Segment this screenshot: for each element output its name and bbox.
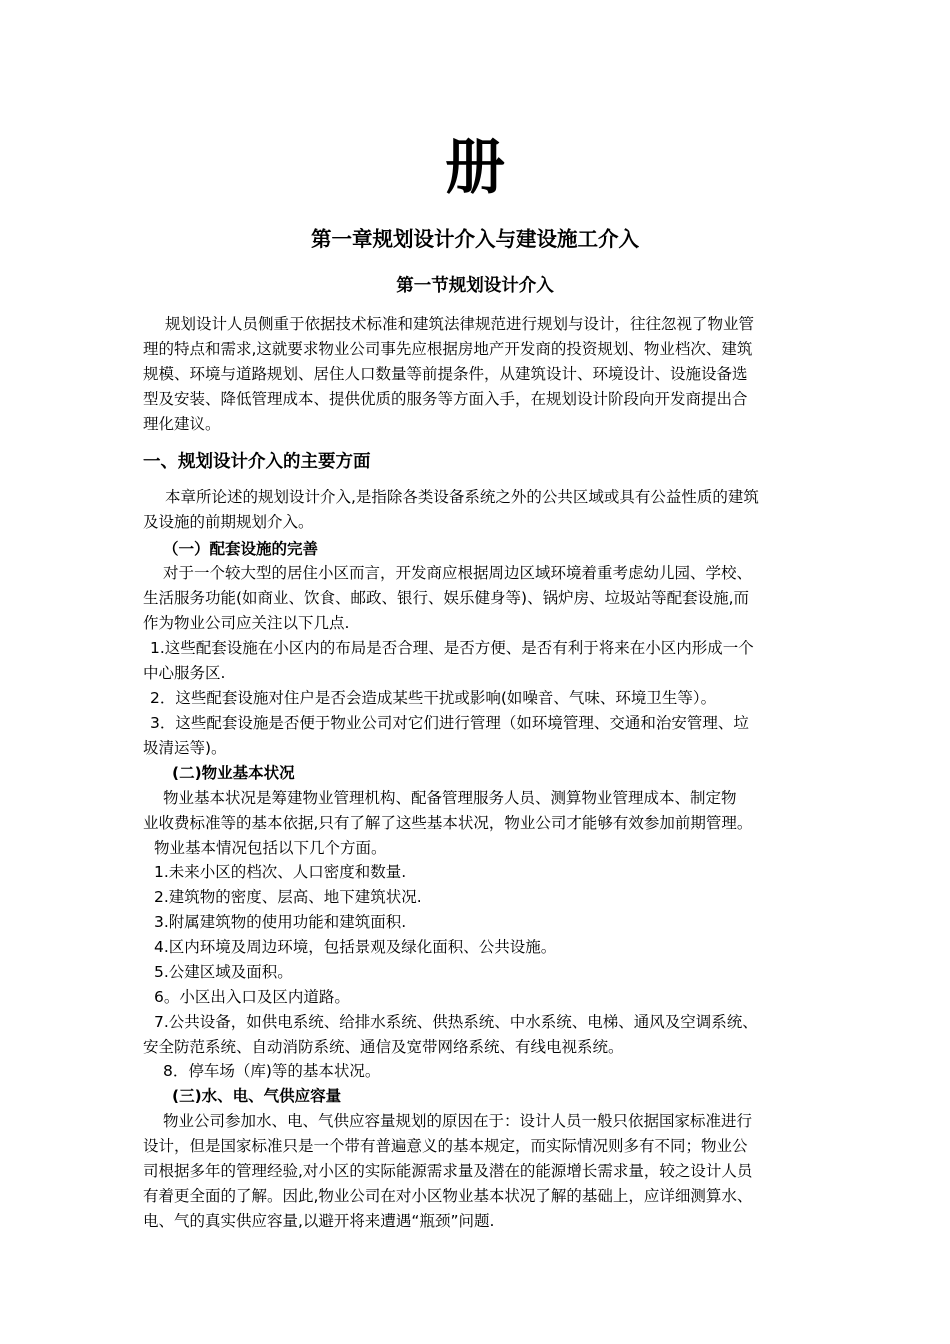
paragraph-line: 对于一个较大型的居住小区而言，开发商应根据周边区域环境着重考虑幼儿园、学校、 bbox=[163, 564, 753, 582]
list-item: 5.公建区域及面积。 bbox=[154, 963, 293, 981]
paragraph-line: 业收费标准等的基本依据,只有了解了这些基本状况，物业公司才能够有效参加前期管理。 bbox=[143, 814, 753, 832]
list-item: 1.这些配套设施在小区内的布局是否合理、是否方便、是否有利于将来在小区内形成一个 bbox=[150, 639, 754, 657]
paragraph-line: 电、气的真实供应容量,以避开将来遭遇“瓶颈”问题. bbox=[143, 1212, 495, 1230]
paragraph-line: 有着更全面的了解。因此,物业公司在对小区物业基本状况了解的基础上，应详细测算水、 bbox=[143, 1187, 753, 1205]
intro-line: 规模、环境与道路规划、居住人口数量等前提条件，从建筑设计、环境设计、设施设备选 bbox=[143, 365, 748, 383]
paragraph-line: 司根据多年的管理经验,对小区的实际能源需求量及潜在的能源增长需求量，较之设计人员 bbox=[143, 1162, 753, 1180]
list-item: 1.未来小区的档次、人口密度和数量. bbox=[154, 863, 407, 881]
subheading-facilities: （一）配套设施的完善 bbox=[163, 540, 319, 558]
paragraph-line: 物业基本状况是筹建物业管理机构、配备管理服务人员、测算物业管理成本、制定物 bbox=[163, 789, 737, 807]
intro-line: 型及安装、降低管理成本、提供优质的服务等方面入手，在规划设计阶段向开发商提出合 bbox=[143, 390, 748, 408]
list-item: 3．这些配套设施是否便于物业公司对它们进行管理（如环境管理、交通和治安管理、垃 bbox=[150, 714, 749, 732]
subheading-utility-capacity: (三)水、电、气供应容量 bbox=[172, 1087, 342, 1105]
list-item: 中心服务区. bbox=[143, 664, 226, 682]
intro-line: 规划设计人员侧重于依据技术标准和建筑法律规范进行规划与设计，往往忽视了物业管 bbox=[165, 315, 755, 333]
paragraph-line: 作为物业公司应关注以下几点. bbox=[143, 614, 350, 632]
paragraph-line: 设计，但是国家标准只是一个带有普遍意义的基本规定，而实际情况则多有不同；物业公 bbox=[143, 1137, 748, 1155]
list-item: 4.区内环境及周边环境，包括景观及绿化面积、公共设施。 bbox=[154, 938, 557, 956]
intro-line: 理化建议。 bbox=[143, 415, 221, 433]
large-title: 册 bbox=[445, 133, 505, 203]
intro-line: 理的特点和需求,这就要求物业公司事先应根据房地产开发商的投资规划、物业档次、建筑 bbox=[143, 340, 753, 358]
paragraph-line: 生活服务功能(如商业、饮食、邮政、银行、娱乐健身等)、锅炉房、垃圾站等配套设施,而 bbox=[143, 589, 750, 607]
list-item: 8．停车场（库)等的基本状况。 bbox=[163, 1062, 381, 1080]
list-item: 安全防范系统、自动消防系统、通信及宽带网络系统、有线电视系统。 bbox=[143, 1038, 624, 1056]
list-item: 7.公共设备，如供电系统、给排水系统、供热系统、中水系统、电梯、通风及空调系统、 bbox=[154, 1013, 758, 1031]
chapter-title: 第一章规划设计介入与建设施工介入 bbox=[311, 227, 639, 251]
list-item: 6。小区出入口及区内道路。 bbox=[154, 988, 350, 1006]
list-item: 2．这些配套设施对住户是否会造成某些干扰或影响(如噪音、气味、环境卫生等）。 bbox=[150, 689, 717, 707]
section-title: 第一节规划设计介入 bbox=[396, 276, 554, 296]
scope-line: 本章所论述的规划设计介入,是指除各类设备系统之外的公共区域或具有公益性质的建筑 bbox=[165, 488, 759, 506]
scope-line: 及设施的前期规划介入。 bbox=[143, 513, 314, 531]
paragraph-line: 物业公司参加水、电、气供应容量规划的原因在于：设计人员一般只依据国家标准进行 bbox=[163, 1112, 753, 1130]
list-item: 3.附属建筑物的使用功能和建筑面积. bbox=[154, 913, 407, 931]
paragraph-line: 物业基本情况包括以下几个方面。 bbox=[154, 839, 387, 857]
list-item: 2.建筑物的密度、层高、地下建筑状况. bbox=[154, 888, 422, 906]
subheading-property-status: (二)物业基本状况 bbox=[172, 764, 295, 782]
list-item: 圾清运等)。 bbox=[143, 739, 227, 757]
heading-1: 一、规划设计介入的主要方面 bbox=[143, 452, 371, 472]
